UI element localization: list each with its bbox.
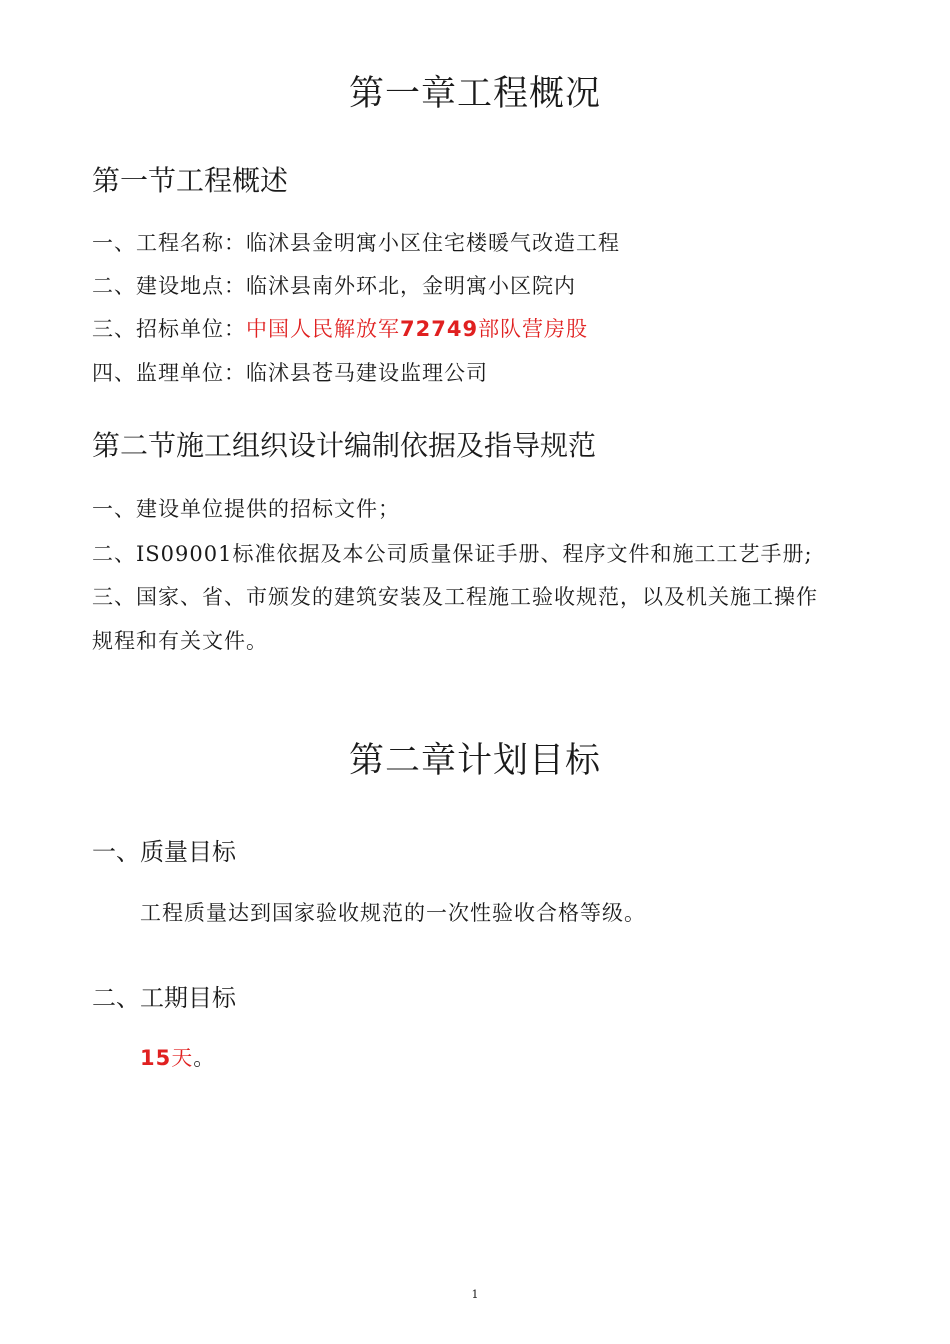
chapter-1-title: 第一章工程概况 (348, 74, 601, 114)
project-name-line (92, 227, 620, 257)
basis-item-3: 三、国家、省、市颁发的建筑安装及工程施工验收规范，以及机关施工操作 (92, 585, 818, 609)
tender-unit-value-number: 72749 (400, 317, 479, 341)
section-1-title: 第一节工程概述 (92, 164, 289, 197)
schedule-goal-text (140, 1042, 215, 1072)
schedule-days-punct: 。 (193, 1046, 216, 1070)
construction-site-line (92, 270, 576, 300)
schedule-goal-heading: 二、工期目标 (92, 984, 236, 1012)
project-name-value: 临沭县金明寓小区住宅楼暖气改造工程 (246, 231, 620, 255)
basis-item-1: 一、建设单位提供的招标文件； (92, 497, 400, 521)
project-name-label: 一、工程名称： (92, 231, 246, 255)
basis-item-2: 二、IS09001标准依据及本公司质量保证手册、程序文件和施工工艺手册; (92, 542, 813, 566)
tender-unit-line (92, 313, 588, 343)
page-number: 1 (471, 1288, 479, 1301)
section-2-title: 第二节施工组织设计编制依据及指导规范 (92, 429, 597, 462)
tender-unit-value-suffix: 部队营房股 (478, 317, 589, 341)
supervision-unit-label: 四、监理单位： (92, 361, 246, 385)
construction-site-label: 二、建设地点： (92, 274, 246, 298)
schedule-days-number: 15 (140, 1046, 172, 1070)
supervision-unit-line (92, 357, 488, 387)
quality-goal-heading: 一、质量目标 (92, 838, 236, 866)
schedule-days-unit: 天 (171, 1046, 194, 1070)
tender-unit-value-prefix: 中国人民解放军 (246, 317, 400, 341)
chapter-2-title: 第二章计划目标 (348, 741, 601, 781)
construction-site-value: 临沭县南外环北，金明寓小区院内 (246, 274, 576, 298)
tender-unit-label: 三、招标单位： (92, 317, 246, 341)
supervision-unit-value: 临沭县苍马建设监理公司 (246, 361, 488, 385)
quality-goal-text: 工程质量达到国家验收规范的一次性验收合格等级。 (140, 901, 646, 925)
basis-item-3-continued: 规程和有关文件。 (92, 629, 268, 653)
